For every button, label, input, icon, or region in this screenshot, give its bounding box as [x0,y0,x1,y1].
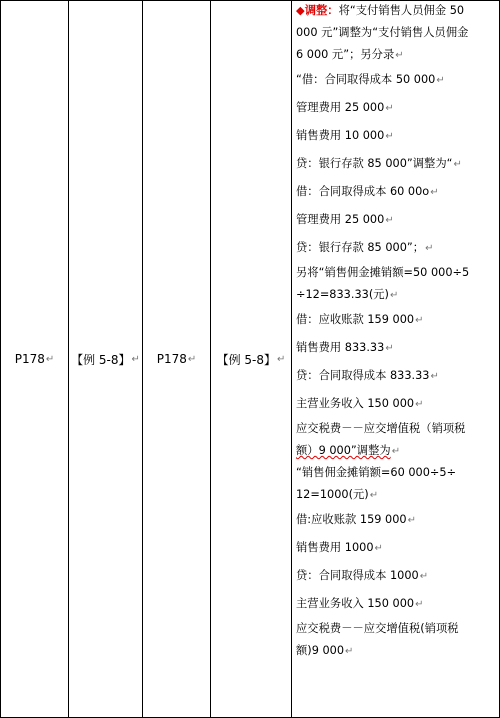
example-ref-text-2: 【例 5-8】 [216,352,277,367]
paragraph-mark-icon: ↵ [277,353,286,365]
content-line: 000 元”调整为“支付销售人员佣金 [296,26,469,39]
content-line: 主营业务收入 150 000↵ [296,597,424,610]
content-line: 应交税费－－应交增值税（销项税 [296,422,466,435]
content-line: 6 000 元”；另分录↵ [296,48,404,61]
paragraph-mark-icon: ↵ [187,353,197,365]
content-line: 销售费用 1000↵ [296,541,383,554]
paragraph-mark-icon: ↵ [45,353,55,365]
content-line: 贷：银行存款 85 000”；↵ [296,241,434,254]
adjustment-content [292,0,496,662]
content-line: 贷：合同取得成本 833.33↵ [296,369,439,382]
content-line: 销售费用 833.33↵ [296,341,394,354]
content-line: 贷：合同取得成本 1000↵ [296,569,429,582]
content-line: “借：合同取得成本 50 000↵ [296,73,445,86]
page-ref-cell-2 [143,0,210,718]
content-line: 额）9 000”调整为↵ [296,444,401,457]
content-line: “销售佣金摊销额=60 000÷5÷ [296,466,457,479]
content-line: 借：合同取得成本 60 00o↵ [296,185,439,198]
content-line: 主营业务收入 150 000↵ [296,397,424,410]
content-line: 借:应收账款 159 000↵ [296,513,416,526]
content-line: 借：应收账款 159 000↵ [296,313,424,326]
content-line: ÷12=833.33(元)↵ [296,288,399,301]
content-line: 另将“销售佣金摊销额=50 000÷5 [296,266,470,279]
adjust-heading: ◆调整： [296,4,339,17]
content-line: 管理费用 25 000↵ [296,213,394,226]
example-ref-text: 【例 5-8】 [71,352,131,367]
example-ref-cell [69,0,142,718]
page-ref-cell [1,0,68,718]
content-line: 管理费用 25 000↵ [296,101,394,114]
content-line: 12=1000(元)↵ [296,488,379,501]
content-line: 应交税费－－应交增值税(销项税 [296,622,459,635]
page-ref-text: P178 [14,352,45,366]
paragraph-mark-icon: ↵ [131,353,140,365]
content-line: 销售费用 10 000↵ [296,129,394,142]
content-line: ◆调整：将“支付销售人员佣金 50 [296,4,465,17]
page-ref-text-2: P178 [156,352,187,366]
content-line: 额)9 000↵ [296,644,354,657]
example-ref-cell-2 [211,0,291,718]
content-line: 贷：银行存款 85 000”调整为“↵ [296,157,462,170]
